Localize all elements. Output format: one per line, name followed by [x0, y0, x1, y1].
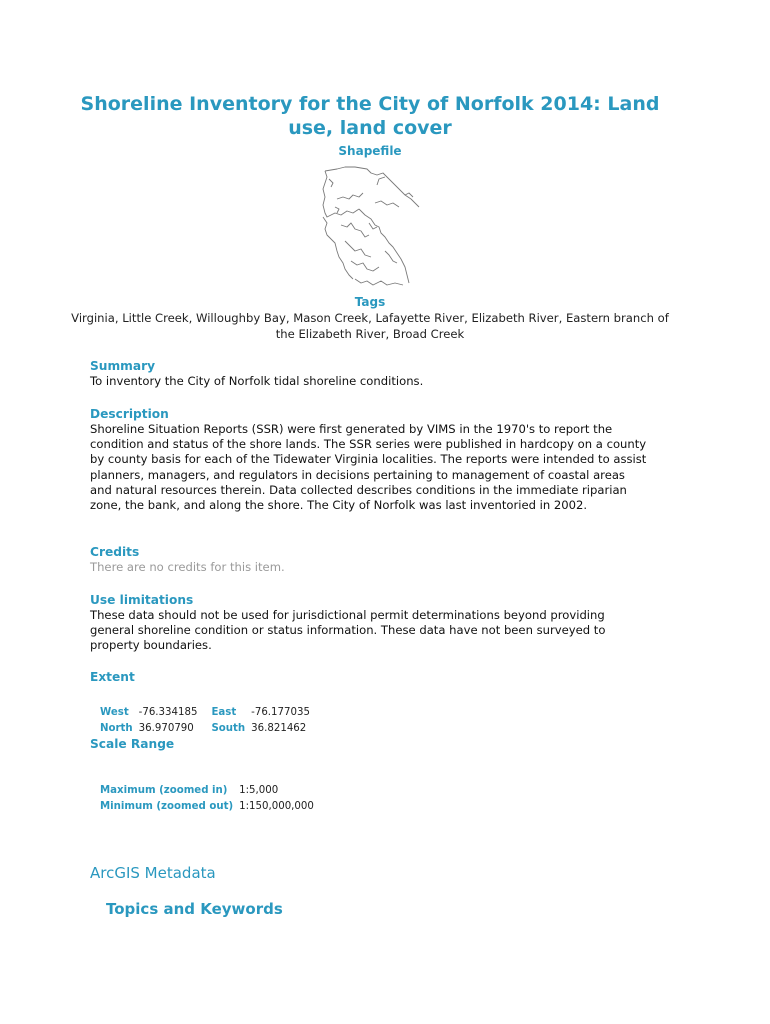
shapefile-thumbnail	[315, 163, 425, 288]
south-label: South	[211, 722, 246, 734]
extent-heading: Extent	[90, 670, 135, 684]
scale-range-table	[100, 782, 320, 814]
north-label: North	[100, 722, 133, 734]
summary-heading: Summary	[90, 359, 156, 373]
tags-text: Virginia, Little Creek, Willoughby Bay, Mason Creek, Lafayette River, Elizabeth River, Eastern branch of the Elizabeth River, Broad Creek	[71, 311, 669, 341]
tags-heading: Tags	[354, 295, 386, 309]
west-value: -76.334185	[138, 706, 198, 718]
description-text: Shoreline Situation Reports (SSR) were first generated by VIMS in the 1970's to report the condition and status of the shore lands. The SSR series were published in hardcopy on a county by county basis for each of the Tidewater Virginia localities. The reports were intended to assist planners, managers, and regulators in decisions pertaining to management of coastal areas and natural resources therein. Data collected describes conditions in the immediate riparian zone, the bank, and along the shore. The City of Norfolk was last inventoried in 2002.	[90, 422, 647, 513]
document-title: Shoreline Inventory for the City of Norfolk 2014: Land use, land cover	[80, 93, 660, 139]
document-type: Shapefile	[338, 144, 402, 158]
min-scale-value: 1:150,000,000	[239, 800, 314, 812]
north-value: 36.970790	[138, 722, 194, 734]
extent-table	[100, 704, 316, 736]
summary-section	[90, 359, 650, 389]
min-scale-label: Minimum (zoomed out)	[100, 800, 234, 812]
summary-text: To inventory the City of Norfolk tidal shoreline conditions.	[90, 374, 424, 388]
extent-row	[100, 720, 316, 736]
max-scale-value: 1:5,000	[239, 784, 279, 796]
east-value: -76.177035	[251, 706, 310, 718]
south-value: 36.821462	[251, 722, 307, 734]
use-limitations-text: These data should not be used for jurisdictional permit determinations beyond providing general shoreline condition or status information. These data have not been surveyed to property boundaries.	[90, 608, 606, 653]
east-label: East	[211, 706, 237, 718]
scale-row	[100, 798, 320, 814]
scale-range-section	[90, 737, 650, 752]
use-limitations-section	[90, 593, 650, 654]
credits-text: There are no credits for this item.	[90, 560, 285, 574]
credits-section	[90, 545, 650, 575]
credits-heading: Credits	[90, 545, 140, 559]
scale-range-heading: Scale Range	[90, 737, 175, 751]
description-heading: Description	[90, 407, 169, 421]
extent-row	[100, 704, 316, 720]
max-scale-label: Maximum (zoomed in)	[100, 784, 228, 796]
arcgis-metadata-heading: ArcGIS Metadata	[90, 864, 216, 882]
use-limitations-heading: Use limitations	[90, 593, 194, 607]
description-section	[90, 407, 650, 513]
topics-keywords-heading: Topics and Keywords	[106, 900, 283, 918]
extent-section	[90, 670, 650, 685]
west-label: West	[100, 706, 129, 718]
scale-row	[100, 782, 320, 798]
